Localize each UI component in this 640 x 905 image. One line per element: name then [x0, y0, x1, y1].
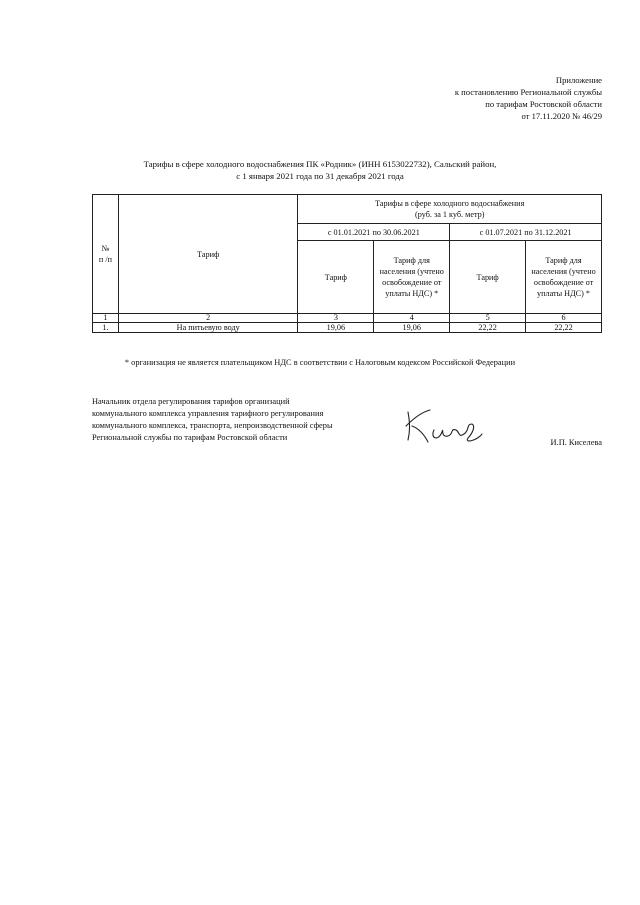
- appendix-line: Приложение: [555, 75, 602, 85]
- column-number: 5: [450, 314, 526, 323]
- row-value: 19,06: [374, 323, 450, 333]
- column-number: 1: [93, 314, 119, 323]
- signer-name: И.П. Киселева: [550, 438, 602, 447]
- title-line: с 1 января 2021 года по 31 декабря 2021 года: [236, 171, 404, 181]
- column-number: 6: [526, 314, 602, 323]
- table-row: [93, 323, 602, 333]
- column-number: 4: [374, 314, 450, 323]
- row-value: 22,22: [450, 323, 526, 333]
- column-header-tariff: Тариф: [118, 195, 298, 314]
- period-header-1: с 01.01.2021 по 30.06.2021: [298, 224, 450, 241]
- row-value: 19,06: [298, 323, 374, 333]
- appendix-line: от 17.11.2020 № 46/29: [521, 111, 602, 121]
- row-number: 1.: [93, 323, 119, 333]
- tariff-table: [92, 194, 602, 333]
- subheader-tariff: Тариф: [450, 241, 526, 314]
- footnote: * организация не является плательщиком НДС в соответствии с Налоговым кодексом Российской Федерации: [124, 358, 516, 367]
- column-group-header: Тарифы в сфере холодного водоснабжения (руб. за 1 куб. метр): [298, 195, 602, 224]
- signer-line: Региональной службы по тарифам Ростовской области: [92, 433, 288, 442]
- subheader-population-tariff: Тариф для населения (учтено освобождение от уплаты НДС) *: [374, 241, 450, 314]
- appendix-line: по тарифам Ростовской области: [485, 99, 602, 109]
- row-value: 22,22: [526, 323, 602, 333]
- subheader-population-tariff: Тариф для населения (учтено освобождение от уплаты НДС) *: [526, 241, 602, 314]
- column-header-number: № п /п: [93, 195, 119, 314]
- handwritten-signature: [400, 404, 486, 446]
- signer-position: [92, 396, 333, 444]
- column-number: 3: [298, 314, 374, 323]
- subheader-tariff: Тариф: [298, 241, 374, 314]
- appendix-block: [455, 74, 602, 122]
- column-number: 2: [118, 314, 298, 323]
- signer-line: Начальник отдела регулирования тарифов организаций: [92, 397, 290, 406]
- title-line: Тарифы в сфере холодного водоснабжения ПК «Родник» (ИНН 6153022732), Сальский район,: [143, 159, 497, 169]
- signer-line: коммунального комплекса, транспорта, непроизводственной сферы: [92, 421, 333, 430]
- signer-line: коммунального комплекса управления тарифного регулирования: [92, 409, 324, 418]
- document-title: [90, 158, 550, 182]
- appendix-line: к постановлению Региональной службы: [454, 87, 602, 97]
- row-name: На питьевую воду: [118, 323, 298, 333]
- period-header-2: с 01.07.2021 по 31.12.2021: [450, 224, 602, 241]
